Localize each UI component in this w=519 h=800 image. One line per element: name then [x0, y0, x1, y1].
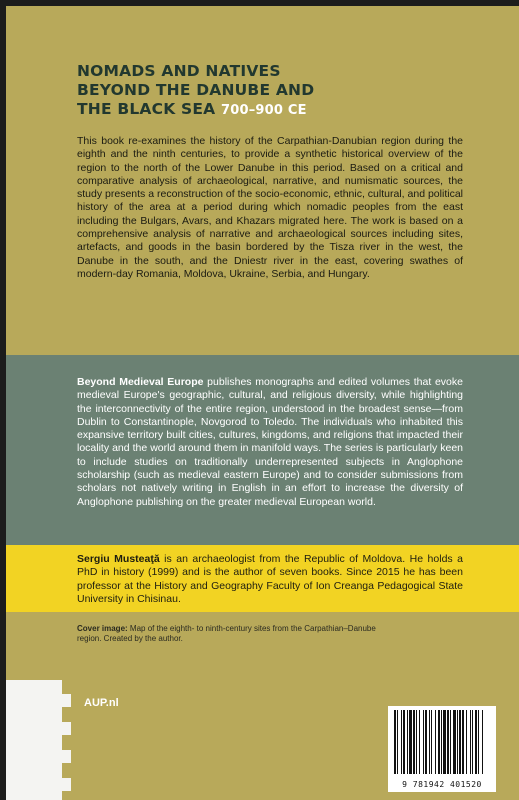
publisher-url[interactable]: AUP.nl — [84, 697, 119, 709]
title-line-3: THE BLACK SEA — [77, 100, 216, 118]
cover-image-label: Cover image: — [77, 624, 128, 633]
sticker-notch — [62, 694, 71, 707]
book-title — [77, 62, 457, 120]
title-years: 700–900 CE — [220, 103, 307, 118]
title-line-2: BEYOND THE DANUBE AND — [77, 81, 315, 99]
book-description: This book re-examines the history of the Carpathian-Danubian region during the eighth and the ninth centuries, to provide a synthetic historical overview of the region to the north of the Lower Danube in this period. Based on a critical and comparative analysis of archaeological, narrative, and numismatic sources, the study presents a reconstruction of the socio-economic, ethnic, cultural, and political history of the area at a period during which nomadic peoples from the east including the Bulgars, Avars, and Khazars migrated here. The work is based on a comprehensive analysis of narrative and archaeological sources including sites, artefacts, and goods in the basin bordered by the Tisza river in the west, the Danube in the south, and the Dniestr river in the east, covering swathes of modern-day Romania, Moldova, Ukraine, Serbia, and Hungary. — [77, 135, 463, 280]
series-description — [77, 376, 463, 509]
author-bio — [77, 553, 463, 606]
series-name: Beyond Medieval Europe — [77, 376, 204, 388]
author-text: is an archaeologist from the Republic of Moldova. He holds a PhD in history (1999) and is the author of seven books. Since 2015 he has been professor at the History and Geography Faculty of Ion Creanga Pedagogical State University in Chisinau. — [77, 553, 463, 605]
author-name: Sergiu Musteaţă — [77, 553, 160, 565]
series-text: publishes monographs and edited volumes that evoke medieval Europe's geographic, cultural, and religious diversity, while highlighting the interconnectivity of the entire region, understood in the broadest sense—from Dublin to Constantinople, Novgorod to Toledo. The individuals who inhabited this expansive territory built cities, cultures, kingdoms, and religions that impacted their locality and the world around them in manifold ways. The series is particularly keen to include studies on traditionally underrepresented subjects in Anglophone scholarship (such as medieval eastern Europe) and to consider submissions from scholars not natively writing in English in an effort to increase the diversity of Anglophone publishing on the greater medieval European world. — [77, 376, 463, 508]
title-line-1: NOMADS AND NATIVES — [77, 62, 281, 80]
barcode-graphic — [388, 706, 496, 778]
isbn-number: 9 781942 401520 — [402, 780, 482, 789]
sticker-notch — [62, 750, 71, 763]
cover-image-text: Map of the eighth- to ninth-century sites from the Carpathian–Danube region. Created by the author. — [77, 624, 376, 643]
cover-image-credit — [77, 624, 377, 644]
library-sticker — [6, 680, 62, 800]
sticker-notch — [62, 722, 71, 735]
sticker-notch — [62, 778, 71, 791]
